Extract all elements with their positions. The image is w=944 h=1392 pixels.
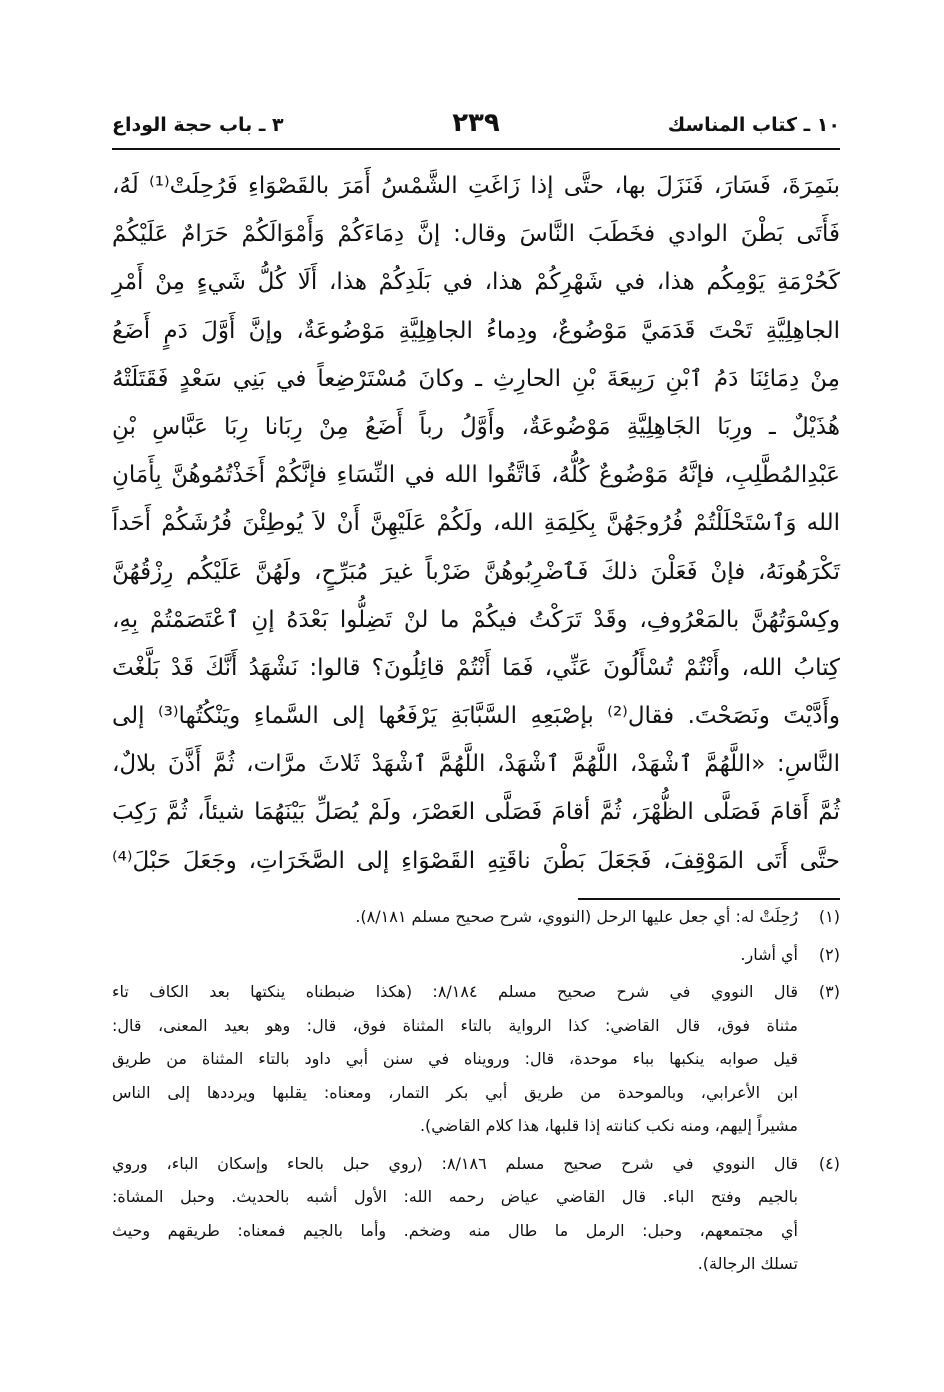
text-line: الله وَٱسْتَحْلَلْتُمْ فُرُوجَهُنَّ بِكَلِمَةِ الله، ولَكُمْ عَلَيْهِنَّ أَنْ لاَ يُوطِئْنَ فُرُشَكُمْ أَحَداً bbox=[112, 510, 840, 537]
text-line: وكِسْوَتُهُنَّ بالمَعْرُوفِ، وقَدْ تَرَكْتُ فيكُمْ ما لنْ تَضِلُّوا بَعْدَهُ إنِ ٱعْتَصَمْتُمْ بِهِ، bbox=[112, 606, 840, 633]
text-line: الجاهِلِيَّةِ تَحْتَ قَدَمَيَّ مَوْضُوعٌ، ودِماءُ الجاهِلِيَّةِ مَوْضُوعَةٌ، وإنَّ أَوَّلَ دَمٍ أَضَعُ bbox=[112, 317, 840, 344]
footnote-line: ابن الأعرابي، وبالموحدة من طريق أبي بكر التمار، ومعناه: يقلبها ويرددها إلى الناس bbox=[112, 1082, 798, 1102]
footnote bbox=[112, 1147, 840, 1281]
footnote-number: (٣) bbox=[818, 982, 840, 1001]
text-line: ثُمَّ أَقامَ فَصَلَّى الظُّهْرَ، ثُمَّ أقامَ فَصَلَّى العَصْرَ، ولَمْ يُصَلِّ بَيْنَهُمَا شيئاً، ثُمَّ رَكِبَ bbox=[112, 799, 840, 826]
chapter-title: ١٠ ـ كتاب المناسك bbox=[667, 114, 840, 136]
footnote-line: قيل صوابه ينكبها بباء موحدة، قال: ورويناه في سنن أبي داود بالتاء المثناة من طريق bbox=[112, 1049, 798, 1068]
footnote-line: رُحِلَتْ له: أي جعل عليها الرحل (النووي، شرح صحيح مسلم ٨/١٨١). bbox=[355, 907, 798, 926]
text-line: بنَمِرَةَ، فَسَارَ، فَنَزَلَ بها، حتَّى إذا زَاغَتِ الشَّمْسُ أَمَرَ بالقَصْوَاءِ فَرُحِلَتْ⁽¹⁾ لَهُ، bbox=[112, 173, 840, 199]
header-divider bbox=[112, 148, 840, 150]
footnote-line: مشيراً إليهم، ومنه نكب كنانته إذا قلبها، هذا كلام القاضي). bbox=[419, 1116, 798, 1135]
text-line: مِنْ دِمَائِنَا دَمُ ٱبْنِ رَبِيعَةَ بْنِ الحارِثِ ـ وكانَ مُسْتَرْضِعاً في بَنِي سَعْدٍ فَقَتَلَتْهُ bbox=[112, 365, 840, 392]
footnote-line: أي أشار. bbox=[740, 944, 798, 964]
footnote-line: قال النووي في شرح صحيح مسلم ٨/١٨٦: (روي حبل بالحاء وإسكان الباء، وروي bbox=[112, 1153, 799, 1173]
text-line: تَكْرَهُونَهُ، فإنْ فَعَلْنَ ذلكَ فَٱضْرِبُوهُنَّ ضَرْباً غيرَ مُبَرِّحٍ، ولَهُنَّ عَلَيْكُم رِزْقُهُنَّ bbox=[112, 558, 840, 585]
footnote-line: بالجيم وفتح الباء. قال القاضي عياض رحمه الله: الأول أشبه بالحديث. وحبل المشاة: bbox=[112, 1187, 798, 1206]
footnote bbox=[112, 900, 840, 934]
text-line: النَّاسِ: «اللَّهُمَّ ٱشْهَدْ، اللَّهُمَّ ٱشْهَدْ، اللَّهُمَّ ٱشْهَدْ ثَلاثَ مرَّات، ثُمَّ أَذَّنَ بلالٌ، bbox=[112, 751, 840, 778]
footnote-line: تسلك الرجالة). bbox=[697, 1254, 798, 1273]
footnote-line: قال النووي في شرح صحيح مسلم ٨/١٨٤: (هكذا ضبطناه ينكتها بعد الكاف تاء bbox=[112, 982, 798, 1001]
footnote bbox=[112, 975, 840, 1143]
text-line: كِتابُ الله، وأَنْتُمْ تُسْأَلُونَ عَنِّي، فَمَا أَنْتُمْ قائِلُونَ؟ قالوا: نَشْهَدُ أَنَّكَ قَدْ بَلَّغْتَ bbox=[112, 654, 840, 681]
text-line: فَأَتَى بَطْنَ الوادي فخَطَبَ النَّاسَ وقال: إنَّ دِمَاءَكُمْ وَأَمْوَالَكُمْ حَرَامٌ عَلَيْكُمْ bbox=[112, 221, 840, 248]
footnotes bbox=[112, 900, 840, 1285]
footnote-line: أي مجتمعهم، وحبل: الرمل ما طال منه وضخم. وأما بالجيم فمعناه: طريقهم وحيث bbox=[112, 1220, 798, 1240]
footnote-number: (٢) bbox=[818, 944, 840, 964]
text-line: وأَدَّيْتَ ونَصَحْتَ. فقال⁽²⁾ بإصْبَعِهِ السَّبَّابَةِ يَرْفَعُها إلى السَّماءِ ويَنْكُتُها⁽³⁾ إلى bbox=[112, 703, 840, 730]
main-text bbox=[112, 162, 840, 885]
footnote-line: مثناة فوق، قال القاضي: كذا الرواية بالتاء المثناة فوق، قال: وهو بعيد المعنى، قال: bbox=[112, 1015, 798, 1035]
page-number: ٢٣٩ bbox=[452, 108, 500, 138]
text-line: هُذَيْلٌ ـ ورِبَا الجَاهِلِيَّةِ مَوْضُوعَةٌ، وأَوَّلُ رباً أَضَعُ مِنْ رِبَانا رِبَا عَبَّاسِ بْنِ bbox=[112, 413, 840, 440]
text-line: حتَّى أَتَى المَوْقِفَ، فَجَعَلَ بَطْنَ ناقَتِهِ القَصْوَاءِ إلى الصَّخَرَاتِ، وجَعَلَ حَبْلَ⁽⁴⁾ bbox=[112, 847, 840, 874]
text-line: كَحُرْمَةِ يَوْمِكُم هذا، في شَهْرِكُمْ هذا، في بَلَدِكُمْ هذا، أَلَا كُلُّ شَيءٍ مِنْ أَمْرِ bbox=[112, 269, 840, 296]
footnote-number: (١) bbox=[818, 907, 840, 926]
footnote bbox=[112, 938, 840, 972]
footnote-number: (٤) bbox=[818, 1153, 840, 1173]
running-header bbox=[112, 108, 840, 144]
section-title: ٣ ـ باب حجة الوداع bbox=[112, 114, 284, 136]
text-line: عَبْدِالمُطَّلِبِ، فإنَّهُ مَوْضُوعٌ كُلُّهُ، فَاتَّقُوا الله في النِّسَاءِ فإنَّكُمْ أَخَذْتُمُوهُنَّ بِأَمَانِ bbox=[112, 462, 840, 489]
